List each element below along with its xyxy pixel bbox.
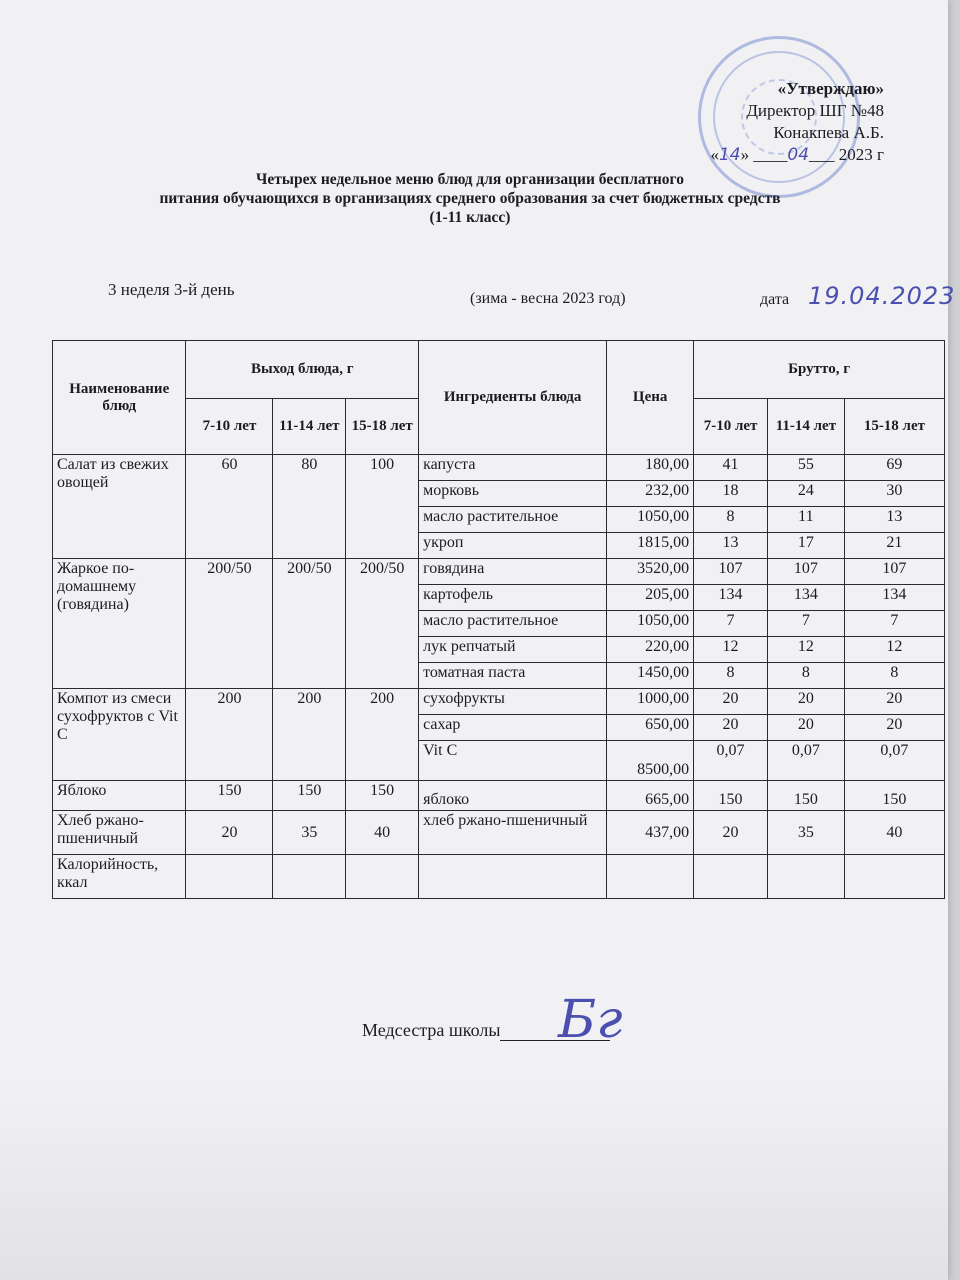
table-row: Vit C 8500,00 0,07 0,07 0,07 <box>53 741 945 781</box>
date-label: дата <box>760 291 790 308</box>
dish-name: Компот из смеси сухофруктов с Vit C <box>53 689 186 781</box>
header-price: Цена <box>607 341 694 455</box>
header-ingredients: Ингредиенты блюда <box>419 341 607 455</box>
approval-block <box>710 78 884 166</box>
document-title: Четырех недельное меню блюд для организации бесплатного питания обучающихся в организациях среднего образования за счет бюджетных средств (1-11 класс) <box>159 171 781 226</box>
table-row: масло растительное 1050,00 8 11 13 <box>53 507 945 533</box>
header-brutto: Брутто, г <box>694 341 945 399</box>
header-yield-age2: 11-14 лет <box>273 399 346 455</box>
table-row: Компот из смеси сухофруктов с Vit C 200 200 200 сухофрукты 1000,00 20 20 20 <box>53 689 945 715</box>
header-yield-age1: 7-10 лет <box>186 399 273 455</box>
nurse-label: Медсестра школы <box>362 1020 501 1040</box>
date-handwritten: 19.04.2023 <box>808 282 956 310</box>
table-row: картофель 205,00 134 134 134 <box>53 585 945 611</box>
nurse-signature: Бг <box>558 990 623 1050</box>
menu-table <box>52 340 945 899</box>
table-row: Яблоко 150 150 150 яблоко 665,00 150 150 150 <box>53 781 945 811</box>
header-brutto-age3: 15-18 лет <box>844 399 944 455</box>
page-shadow <box>0 1080 948 1280</box>
dish-name: Яблоко <box>53 781 186 811</box>
week-day: 3 неделя 3-й день <box>108 280 235 299</box>
approval-position: Директор ШГ №48 <box>746 101 884 120</box>
approval-month: 04 <box>787 145 810 165</box>
approval-heading: «Утверждаю» <box>777 79 884 98</box>
table-row <box>53 855 945 899</box>
approval-date: «14» ____04___ 2023 г <box>710 145 884 165</box>
season: (зима - весна 2023 год) <box>470 290 626 307</box>
approval-name: Конакпева А.Б. <box>773 123 884 142</box>
table-row: укроп 1815,00 13 17 21 <box>53 533 945 559</box>
dish-name: Жаркое по-домашнему (говядина) <box>53 559 186 689</box>
calories-label: Калорийность, ккал <box>53 855 186 899</box>
approval-day: 14 <box>718 145 741 165</box>
table-row: лук репчатый 220,00 12 12 12 <box>53 637 945 663</box>
table-row: морковь 232,00 18 24 30 <box>53 481 945 507</box>
table-row: Салат из свежих овощей 60 80 100 капуста 180,00 41 55 69 <box>53 455 945 481</box>
table-row: Жаркое по-домашнему (говядина) 200/50 200/50 200/50 говядина 3520,00 107 107 107 <box>53 559 945 585</box>
header-brutto-age1: 7-10 лет <box>694 399 768 455</box>
dish-name: Салат из свежих овощей <box>53 455 186 559</box>
table-row: Хлеб ржано-пшеничный 20 35 40 хлеб ржано-пшеничный 437,00 20 35 40 <box>53 811 945 855</box>
header-dish-name: Наименование блюд <box>53 341 186 455</box>
dish-name: Хлеб ржано-пшеничный <box>53 811 186 855</box>
table-row: сахар 650,00 20 20 20 <box>53 715 945 741</box>
header-yield: Выход блюда, г <box>186 341 419 399</box>
table-row: томатная паста 1450,00 8 8 8 <box>53 663 945 689</box>
header-yield-age3: 15-18 лет <box>346 399 419 455</box>
header-brutto-age2: 11-14 лет <box>767 399 844 455</box>
table-row: масло растительное 1050,00 7 7 7 <box>53 611 945 637</box>
approval-year: 2023 г <box>838 145 884 164</box>
